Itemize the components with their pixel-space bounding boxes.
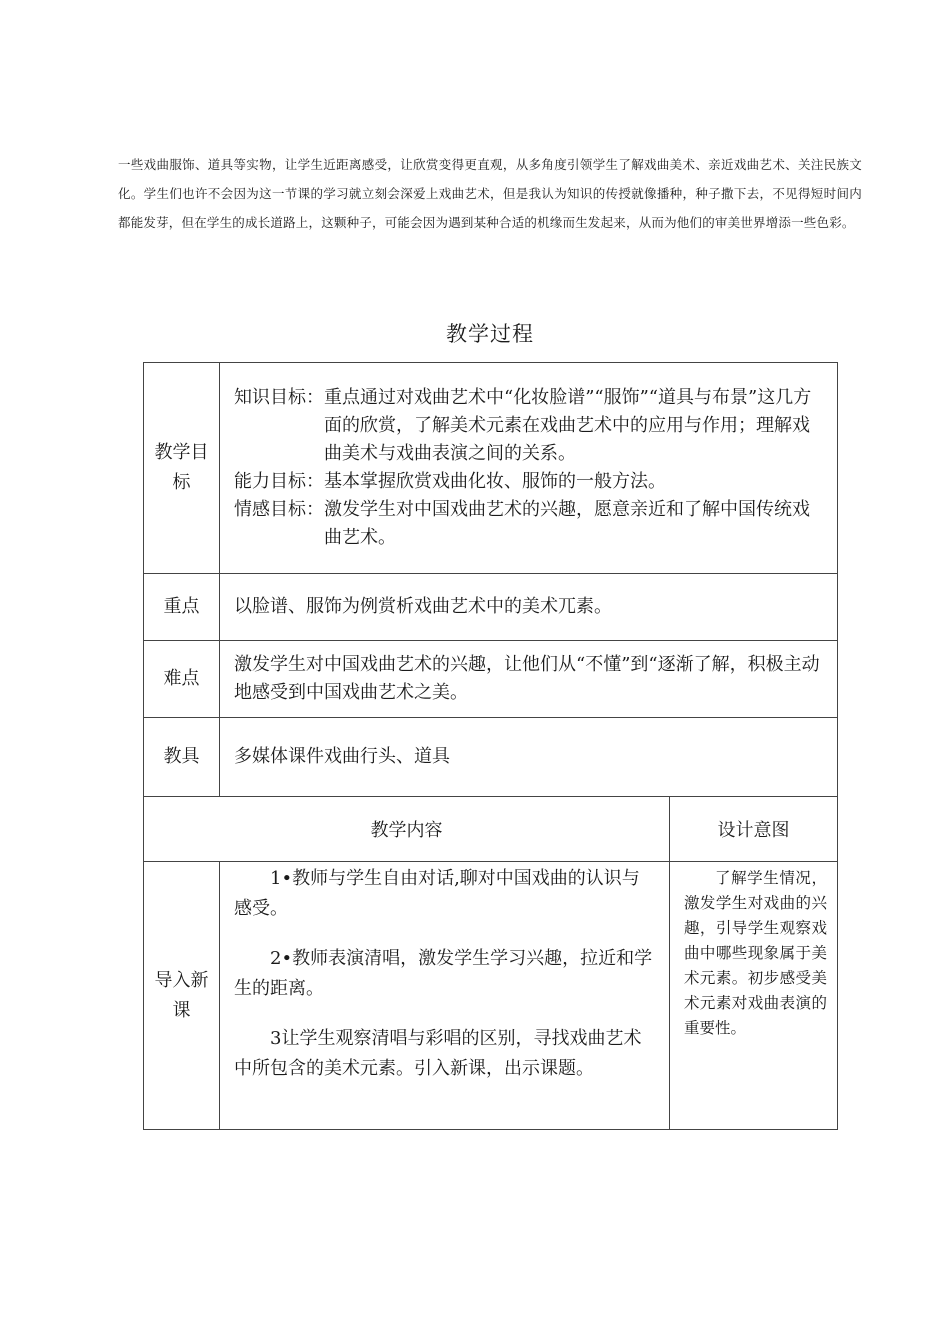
goals-content (220, 363, 838, 574)
table-row-goals (144, 363, 838, 574)
ability-goal (234, 468, 823, 496)
emotion-goal-tag: 情感目标： (234, 499, 324, 520)
intro-lesson-steps (220, 862, 670, 1130)
key-point-label: 重点 (144, 574, 220, 641)
difficulty-label: 难点 (144, 641, 220, 718)
emotion-goal-text: 激发学生对中国戏曲艺术的兴趣，愿意亲近和了解中国传统戏曲艺术。 (324, 499, 810, 548)
table-row-difficulty (144, 641, 838, 718)
content-header: 教学内容 (144, 797, 670, 862)
intro-step-1: 1•教师与学生自由对话,聊对中国戏曲的认识与感受。 (234, 868, 640, 919)
intro-step-3: 3让学生观察清唱与彩唱的区别，寻找戏曲艺术中所包含的美术元素。引入新课，出示课题。 (234, 1028, 642, 1079)
emotion-goal (234, 496, 823, 552)
goals-label: 教学目标 (144, 363, 220, 574)
table-row-intro-lesson (144, 862, 838, 1130)
section-title: 教学过程 (446, 322, 534, 346)
ability-goal-tag: 能力目标： (234, 471, 324, 492)
knowledge-goal (234, 384, 823, 468)
knowledge-goal-tag: 知识目标： (234, 387, 324, 408)
intro-lesson-intent: 了解学生情况，激发学生对戏曲的兴趣，引导学生观察戏曲中哪些现象属于美术元素。初步感受美术元素对戏曲表演的重要性。 (670, 862, 838, 1130)
intro-paragraph (118, 150, 862, 237)
table-row-key-point (144, 574, 838, 641)
tools-label: 教具 (144, 718, 220, 797)
intro-lesson-label: 导入新课 (144, 862, 220, 1130)
key-point-text: 以脸谱、服饰为例赏析戏曲艺术中的美术兀素。 (220, 574, 838, 641)
lesson-plan-table (143, 362, 838, 1130)
difficulty-text: 激发学生对中国戏曲艺术的兴趣，让他们从“不懂”到“逐渐了解，积极主动地感受到中国戏曲艺术之美。 (220, 641, 838, 718)
intro-text: 一些戏曲服饰、道具等实物，让学生近距离感受，让欣赏变得更直观，从多角度引领学生了解戏曲美术、亲近戏曲艺术、关注民族文化。学生们也许不会因为这一节课的学习就立刻会深爱上戏曲艺术，但是我认为知识的传授就像播种，种子撒下去，不见得短时间内都能发芽，但在学生的成长道路上，这颗种子，可能会因为遇到某种合适的机缘而生发起来，从而为他们的审美世界增添一些色彩。 (118, 157, 862, 230)
ability-goal-text: 基本掌握欣赏戏曲化妆、服饰的一般方法。 (324, 471, 666, 492)
table-row-header (144, 797, 838, 862)
intent-header: 设计意图 (670, 797, 838, 862)
table-row-tools (144, 718, 838, 797)
intro-step-2: 2•教师表演清唱，激发学生学习兴趣，拉近和学生的距离。 (234, 948, 653, 999)
tools-text: 多媒体课件戏曲行头、道具 (220, 718, 838, 797)
knowledge-goal-text: 重点通过对戏曲艺术中“化妆脸谱”“服饰”“道具与布景”这几方面的欣赏，了解美术元素在戏曲艺术中的应用与作用；理解戏曲美术与戏曲表演之间的关系。 (324, 387, 812, 464)
